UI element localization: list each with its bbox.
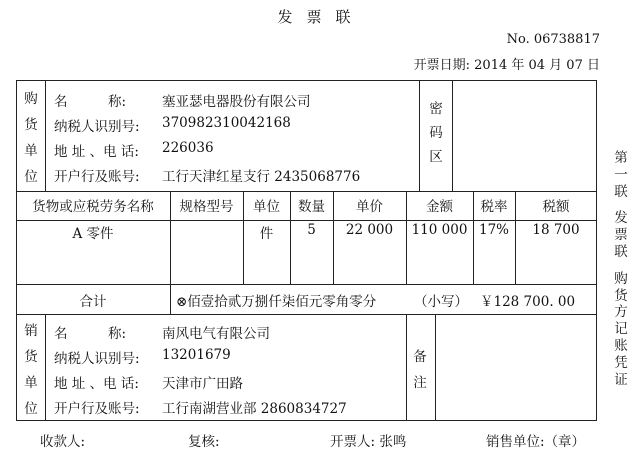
buyer-tax-id: 370982310042168 — [162, 115, 291, 131]
seller-label-char: 货 — [24, 349, 38, 365]
issue-date-value: 2014 年 04 月 07 日 — [474, 58, 600, 73]
seller-address: 天津市广田路 — [162, 376, 243, 392]
divider-total-label — [170, 284, 171, 314]
footer-drawer-name: 张鸣 — [379, 434, 407, 450]
divider-buyer-password-left — [419, 80, 420, 191]
total-small-label: （小写） — [414, 294, 468, 310]
col-header-rate: 税率 — [480, 199, 508, 215]
buyer-bank-label: 开户行及账号: — [54, 169, 140, 185]
side-note-char: 票 — [614, 227, 628, 244]
seller-label-char: 单 — [24, 375, 38, 391]
password-label-char: 密 — [429, 101, 443, 117]
col-header-qty: 数量 — [298, 199, 325, 215]
side-note-char: 证 — [614, 371, 628, 388]
footer-payee: 收款人: — [40, 434, 86, 450]
seller-label-char: 销 — [24, 323, 38, 339]
total-amount: ￥128 700. 00 — [480, 294, 576, 310]
side-note-char — [610, 200, 632, 210]
side-note-char: 购 — [614, 270, 628, 287]
side-note-char: 账 — [614, 337, 628, 354]
item-unit: 件 — [259, 226, 274, 242]
side-note-char: 方 — [614, 304, 628, 321]
seller-address-label: 地 址 、电 话: — [54, 376, 139, 392]
remark-label-char: 注 — [413, 375, 427, 391]
seller-bank-label: 开户行及账号: — [54, 401, 140, 417]
remark-label-char: 备 — [413, 349, 427, 365]
buyer-address-label: 地 址 、电 话: — [54, 144, 139, 160]
item-rate: 17% — [478, 222, 509, 238]
side-note-char: 联 — [614, 183, 628, 200]
issue-date-label: 开票日期: — [413, 58, 471, 73]
buyer-label-char: 位 — [24, 169, 38, 185]
footer-reviewer: 复核: — [188, 434, 220, 450]
side-note-char: 货 — [614, 287, 628, 304]
side-note-char: 凭 — [614, 354, 628, 371]
footer-drawer — [330, 430, 406, 450]
seller-bank: 工行南湖营业部 2860834727 — [162, 401, 347, 417]
footer-drawer-label: 开票人: — [330, 434, 376, 450]
divider-seller-label — [45, 314, 46, 421]
password-label-char: 区 — [429, 149, 443, 165]
password-label-char: 码 — [429, 125, 443, 141]
buyer-name-label: 名 称: — [54, 94, 127, 110]
side-note-char: 第 — [614, 150, 628, 166]
divider-items-header — [16, 220, 597, 221]
divider-seller-remark-right — [435, 314, 436, 421]
footer-seller-stamp: 销售单位:（章） — [486, 434, 586, 450]
col-header-tax: 税额 — [542, 199, 570, 215]
side-note-char: 联 — [614, 243, 628, 260]
side-note-char: 发 — [614, 210, 628, 227]
divider-buyer-password-right — [452, 80, 453, 191]
col-header-spec: 规格型号 — [179, 199, 234, 215]
seller-tax-id-label: 纳税人识别号: — [54, 351, 140, 367]
side-note-char — [610, 261, 632, 271]
divider-items-bottom — [16, 284, 597, 285]
seller-name: 南风电气有限公司 — [162, 326, 270, 342]
seller-label-char: 位 — [24, 401, 38, 417]
seller-tax-id: 13201679 — [162, 347, 231, 363]
buyer-label-char: 购 — [24, 91, 38, 107]
item-qty: 5 — [307, 222, 316, 238]
issue-date — [414, 54, 600, 73]
col-header-amount: 金额 — [426, 199, 453, 215]
divider-buyer-bottom — [16, 191, 597, 192]
seller-name-label: 名 称: — [54, 326, 127, 342]
copy-side-note — [610, 150, 632, 388]
buyer-label-char: 货 — [24, 117, 38, 133]
item-goods: A 零件 — [72, 226, 114, 242]
side-note-char: 一 — [614, 166, 628, 183]
side-note-char: 记 — [614, 321, 628, 338]
buyer-name: 塞亚瑟电器股份有限公司 — [162, 94, 311, 110]
col-header-unit: 单位 — [253, 199, 280, 215]
total-label: 合计 — [79, 294, 107, 310]
invoice-title: 发票联 — [277, 8, 365, 26]
buyer-bank: 工行天津红星支行 2435068776 — [162, 169, 361, 185]
buyer-address: 226036 — [162, 140, 214, 156]
item-tax: 18 700 — [532, 222, 580, 238]
invoice-number: No. 06738817 — [506, 32, 600, 47]
buyer-tax-id-label: 纳税人识别号: — [54, 119, 140, 135]
item-price: 22 000 — [345, 222, 394, 238]
col-header-goods: 货物或应税劳务名称 — [32, 199, 154, 215]
col-header-price: 单价 — [356, 199, 383, 215]
total-amount-in-words: ⊗佰壹拾贰万捌仟柒佰元零角零分 — [176, 294, 377, 310]
item-amount: 110 000 — [411, 222, 468, 238]
divider-seller-remark-left — [406, 314, 407, 421]
divider-buyer-label — [45, 80, 46, 191]
divider-total-bottom — [16, 314, 597, 315]
buyer-label-char: 单 — [24, 143, 38, 159]
